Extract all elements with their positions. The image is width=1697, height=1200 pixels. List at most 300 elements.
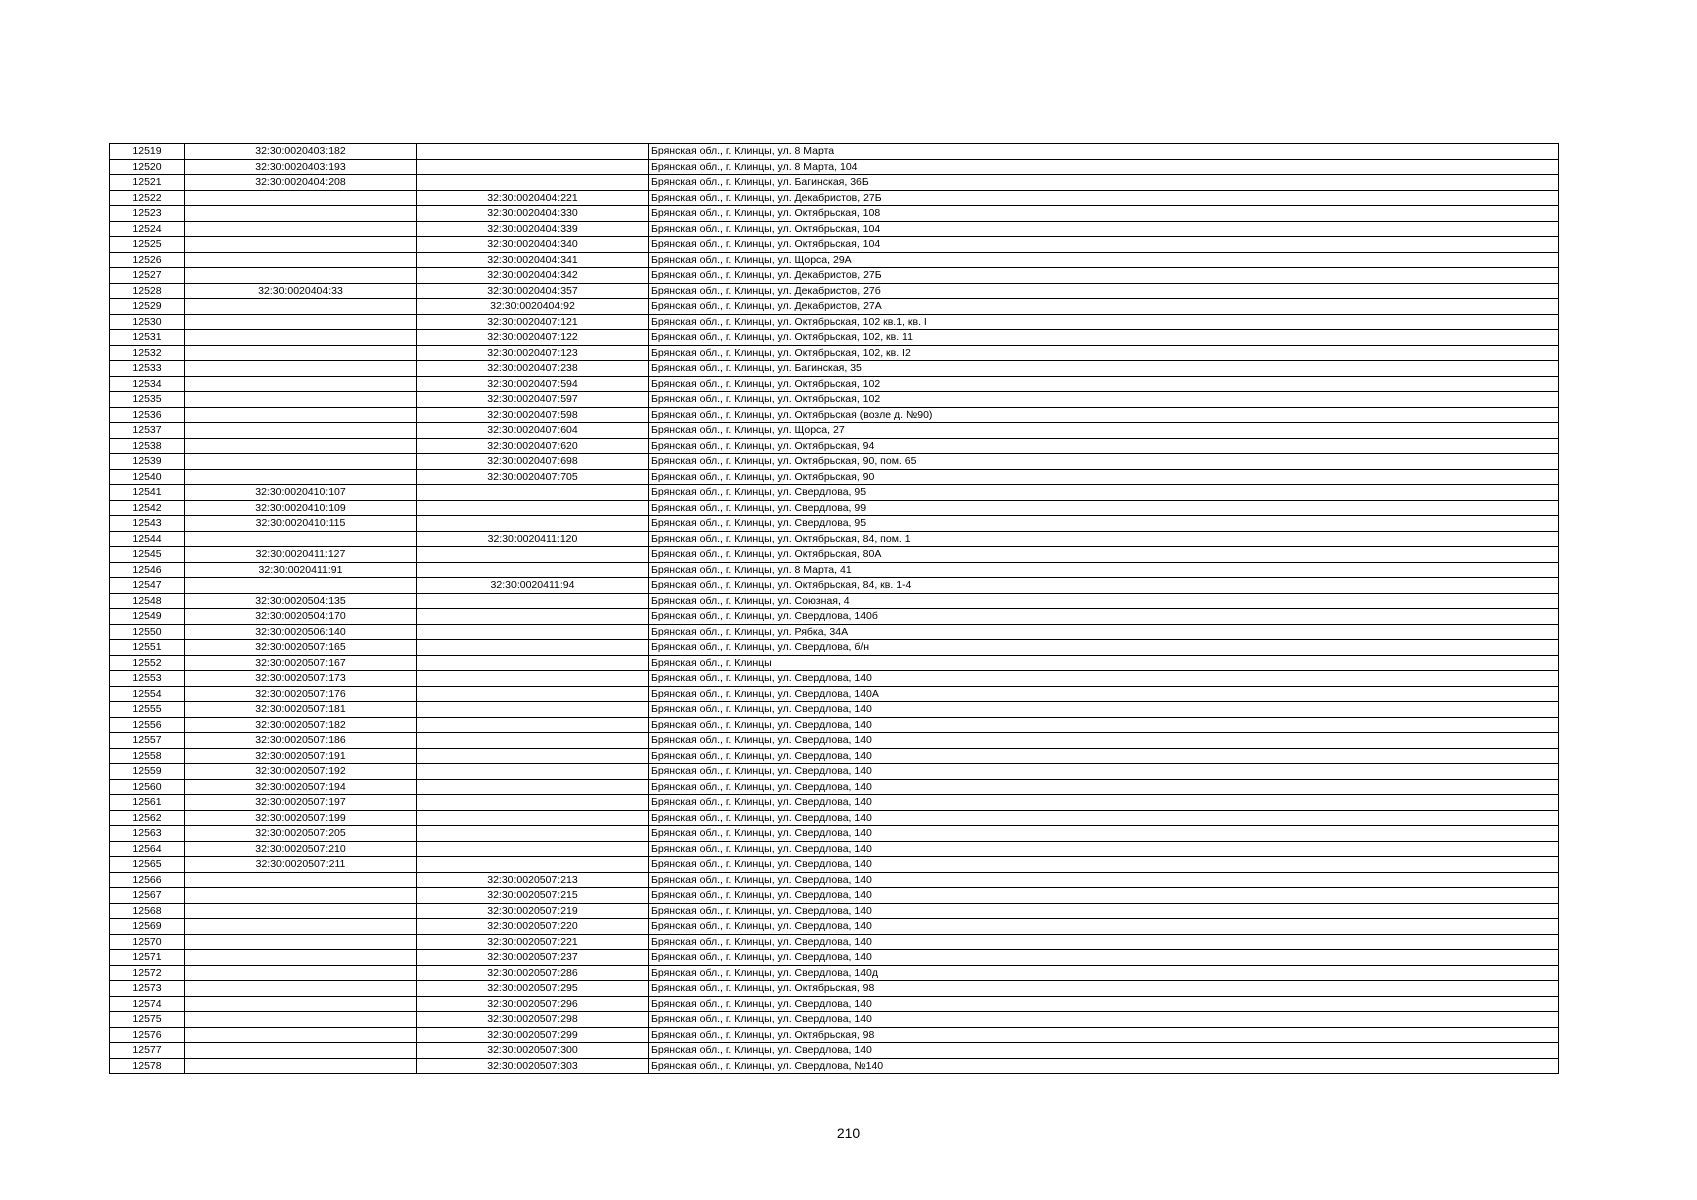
related-cadastral-number-cell: 32:30:0020404:92 — [417, 299, 649, 315]
table-row — [110, 361, 1559, 377]
row-number-cell: 12548 — [110, 593, 185, 609]
related-cadastral-number-cell — [417, 655, 649, 671]
table-row — [110, 547, 1559, 563]
related-cadastral-number-cell — [417, 609, 649, 625]
cadastral-number-cell — [185, 392, 417, 408]
row-number-cell: 12557 — [110, 733, 185, 749]
address-cell: Брянская обл., г. Клинцы, ул. Свердлова, 95 — [649, 485, 1559, 501]
table-row — [110, 888, 1559, 904]
related-cadastral-number-cell — [417, 779, 649, 795]
table-row — [110, 516, 1559, 532]
related-cadastral-number-cell: 32:30:0020407:123 — [417, 345, 649, 361]
table-row — [110, 857, 1559, 873]
cadastral-number-cell — [185, 423, 417, 439]
related-cadastral-number-cell: 32:30:0020507:295 — [417, 981, 649, 997]
cadastral-number-cell — [185, 531, 417, 547]
row-number-cell: 12551 — [110, 640, 185, 656]
row-number-cell: 12528 — [110, 283, 185, 299]
related-cadastral-number-cell: 32:30:0020407:705 — [417, 469, 649, 485]
table-row — [110, 717, 1559, 733]
cadastral-number-cell — [185, 314, 417, 330]
table-row — [110, 283, 1559, 299]
address-cell: Брянская обл., г. Клинцы, ул. Октябрьская, 84, пом. 1 — [649, 531, 1559, 547]
address-cell: Брянская обл., г. Клинцы, ул. Декабристов, 27Б — [649, 190, 1559, 206]
cadastral-number-cell: 32:30:0020504:170 — [185, 609, 417, 625]
address-cell: Брянская обл., г. Клинцы, ул. Щорса, 27 — [649, 423, 1559, 439]
address-cell: Брянская обл., г. Клинцы — [649, 655, 1559, 671]
table-row — [110, 206, 1559, 222]
address-cell: Брянская обл., г. Клинцы, ул. 8 Марта — [649, 144, 1559, 160]
address-cell: Брянская обл., г. Клинцы, ул. Свердлова, №140 — [649, 1058, 1559, 1074]
row-number-cell: 12575 — [110, 1012, 185, 1028]
row-number-cell: 12564 — [110, 841, 185, 857]
table-row — [110, 872, 1559, 888]
address-cell: Брянская обл., г. Клинцы, ул. Союзная, 4 — [649, 593, 1559, 609]
address-cell: Брянская обл., г. Клинцы, ул. Октябрьская, 98 — [649, 981, 1559, 997]
table-row — [110, 1043, 1559, 1059]
table-row — [110, 221, 1559, 237]
row-number-cell: 12559 — [110, 764, 185, 780]
address-cell: Брянская обл., г. Клинцы, ул. Свердлова, 140 — [649, 671, 1559, 687]
related-cadastral-number-cell: 32:30:0020404:221 — [417, 190, 649, 206]
table-row — [110, 252, 1559, 268]
table-row — [110, 996, 1559, 1012]
related-cadastral-number-cell — [417, 686, 649, 702]
row-number-cell: 12571 — [110, 950, 185, 966]
table-row — [110, 175, 1559, 191]
table-row — [110, 826, 1559, 842]
table-row — [110, 500, 1559, 516]
related-cadastral-number-cell — [417, 702, 649, 718]
table-row — [110, 299, 1559, 315]
cadastral-number-cell: 32:30:0020507:210 — [185, 841, 417, 857]
address-cell: Брянская обл., г. Клинцы, ул. Октябрьская, 98 — [649, 1027, 1559, 1043]
related-cadastral-number-cell — [417, 485, 649, 501]
address-cell: Брянская обл., г. Клинцы, ул. Багинская, 35 — [649, 361, 1559, 377]
related-cadastral-number-cell — [417, 144, 649, 160]
related-cadastral-number-cell: 32:30:0020407:594 — [417, 376, 649, 392]
related-cadastral-number-cell: 32:30:0020507:299 — [417, 1027, 649, 1043]
row-number-cell: 12533 — [110, 361, 185, 377]
related-cadastral-number-cell: 32:30:0020507:220 — [417, 919, 649, 935]
registry-table — [109, 143, 1559, 1074]
address-cell: Брянская обл., г. Клинцы, ул. Декабристов, 27Б — [649, 268, 1559, 284]
related-cadastral-number-cell — [417, 516, 649, 532]
table-row — [110, 934, 1559, 950]
address-cell: Брянская обл., г. Клинцы, ул. Свердлова, 99 — [649, 500, 1559, 516]
cadastral-number-cell — [185, 888, 417, 904]
address-cell: Брянская обл., г. Клинцы, ул. Свердлова, 140б — [649, 609, 1559, 625]
cadastral-number-cell: 32:30:0020507:181 — [185, 702, 417, 718]
table-row — [110, 237, 1559, 253]
table-row — [110, 671, 1559, 687]
table-row — [110, 655, 1559, 671]
related-cadastral-number-cell — [417, 500, 649, 516]
related-cadastral-number-cell — [417, 175, 649, 191]
related-cadastral-number-cell — [417, 733, 649, 749]
address-cell: Брянская обл., г. Клинцы, ул. Октябрьская, 90, пом. 65 — [649, 454, 1559, 470]
address-cell: Брянская обл., г. Клинцы, ул. Рябка, 34А — [649, 624, 1559, 640]
row-number-cell: 12522 — [110, 190, 185, 206]
related-cadastral-number-cell: 32:30:0020407:604 — [417, 423, 649, 439]
address-cell: Брянская обл., г. Клинцы, ул. Октябрьская, 94 — [649, 438, 1559, 454]
table-row — [110, 578, 1559, 594]
related-cadastral-number-cell: 32:30:0020507:286 — [417, 965, 649, 981]
cadastral-number-cell — [185, 376, 417, 392]
address-cell: Брянская обл., г. Клинцы, ул. Октябрьская, 102, кв. I2 — [649, 345, 1559, 361]
cadastral-number-cell: 32:30:0020410:115 — [185, 516, 417, 532]
related-cadastral-number-cell: 32:30:0020507:303 — [417, 1058, 649, 1074]
related-cadastral-number-cell: 32:30:0020407:698 — [417, 454, 649, 470]
row-number-cell: 12578 — [110, 1058, 185, 1074]
related-cadastral-number-cell — [417, 857, 649, 873]
address-cell: Брянская обл., г. Клинцы, ул. Октябрьская, 102 — [649, 376, 1559, 392]
cadastral-number-cell — [185, 996, 417, 1012]
address-cell: Брянская обл., г. Клинцы, ул. Октябрьская, 84, кв. 1-4 — [649, 578, 1559, 594]
address-cell: Брянская обл., г. Клинцы, ул. Октябрьская, 104 — [649, 221, 1559, 237]
related-cadastral-number-cell: 32:30:0020407:620 — [417, 438, 649, 454]
row-number-cell: 12543 — [110, 516, 185, 532]
table-row — [110, 981, 1559, 997]
row-number-cell: 12521 — [110, 175, 185, 191]
table-row — [110, 640, 1559, 656]
table-row — [110, 438, 1559, 454]
table-row — [110, 562, 1559, 578]
row-number-cell: 12550 — [110, 624, 185, 640]
table-row — [110, 190, 1559, 206]
table-row — [110, 702, 1559, 718]
cadastral-number-cell: 32:30:0020507:192 — [185, 764, 417, 780]
table-row — [110, 423, 1559, 439]
table-row — [110, 919, 1559, 935]
address-cell: Брянская обл., г. Клинцы, ул. Свердлова, 140 — [649, 1043, 1559, 1059]
table-row — [110, 392, 1559, 408]
row-number-cell: 12539 — [110, 454, 185, 470]
row-number-cell: 12577 — [110, 1043, 185, 1059]
row-number-cell: 12547 — [110, 578, 185, 594]
cadastral-number-cell — [185, 1043, 417, 1059]
related-cadastral-number-cell: 32:30:0020507:296 — [417, 996, 649, 1012]
row-number-cell: 12562 — [110, 810, 185, 826]
related-cadastral-number-cell — [417, 159, 649, 175]
cadastral-number-cell — [185, 919, 417, 935]
row-number-cell: 12545 — [110, 547, 185, 563]
cadastral-number-cell: 32:30:0020410:109 — [185, 500, 417, 516]
cadastral-number-cell — [185, 903, 417, 919]
cadastral-number-cell — [185, 206, 417, 222]
row-number-cell: 12566 — [110, 872, 185, 888]
cadastral-number-cell: 32:30:0020507:182 — [185, 717, 417, 733]
table-row — [110, 159, 1559, 175]
related-cadastral-number-cell — [417, 748, 649, 764]
cadastral-number-cell — [185, 237, 417, 253]
address-cell: Брянская обл., г. Клинцы, ул. Свердлова, 140 — [649, 872, 1559, 888]
table-row — [110, 764, 1559, 780]
related-cadastral-number-cell: 32:30:0020404:341 — [417, 252, 649, 268]
address-cell: Брянская обл., г. Клинцы, ул. Октябрьская, 108 — [649, 206, 1559, 222]
cadastral-number-cell: 32:30:0020504:135 — [185, 593, 417, 609]
row-number-cell: 12554 — [110, 686, 185, 702]
row-number-cell: 12527 — [110, 268, 185, 284]
related-cadastral-number-cell — [417, 841, 649, 857]
row-number-cell: 12526 — [110, 252, 185, 268]
cadastral-number-cell: 32:30:0020507:165 — [185, 640, 417, 656]
related-cadastral-number-cell: 32:30:0020404:339 — [417, 221, 649, 237]
row-number-cell: 12568 — [110, 903, 185, 919]
table-row — [110, 1027, 1559, 1043]
address-cell: Брянская обл., г. Клинцы, ул. Свердлова, 140 — [649, 764, 1559, 780]
table-row — [110, 268, 1559, 284]
related-cadastral-number-cell: 32:30:0020407:598 — [417, 407, 649, 423]
table-row — [110, 748, 1559, 764]
row-number-cell: 12529 — [110, 299, 185, 315]
cadastral-number-cell — [185, 438, 417, 454]
cadastral-number-cell: 32:30:0020507:211 — [185, 857, 417, 873]
cadastral-number-cell: 32:30:0020507:205 — [185, 826, 417, 842]
table-row — [110, 795, 1559, 811]
related-cadastral-number-cell: 32:30:0020407:122 — [417, 330, 649, 346]
address-cell: Брянская обл., г. Клинцы, ул. Свердлова, 140 — [649, 810, 1559, 826]
row-number-cell: 12553 — [110, 671, 185, 687]
cadastral-number-cell: 32:30:0020507:199 — [185, 810, 417, 826]
table-row — [110, 485, 1559, 501]
table-row — [110, 1012, 1559, 1028]
table-row — [110, 330, 1559, 346]
related-cadastral-number-cell: 32:30:0020404:340 — [417, 237, 649, 253]
related-cadastral-number-cell: 32:30:0020404:342 — [417, 268, 649, 284]
cadastral-number-cell: 32:30:0020404:33 — [185, 283, 417, 299]
row-number-cell: 12574 — [110, 996, 185, 1012]
row-number-cell: 12576 — [110, 1027, 185, 1043]
table-row — [110, 345, 1559, 361]
cadastral-number-cell — [185, 345, 417, 361]
cadastral-number-cell — [185, 268, 417, 284]
related-cadastral-number-cell: 32:30:0020404:357 — [417, 283, 649, 299]
related-cadastral-number-cell: 32:30:0020407:121 — [417, 314, 649, 330]
table-row — [110, 609, 1559, 625]
cadastral-number-cell: 32:30:0020403:182 — [185, 144, 417, 160]
cadastral-number-cell — [185, 965, 417, 981]
related-cadastral-number-cell — [417, 826, 649, 842]
cadastral-number-cell: 32:30:0020411:127 — [185, 547, 417, 563]
address-cell: Брянская обл., г. Клинцы, ул. Свердлова, 140 — [649, 841, 1559, 857]
table-row — [110, 454, 1559, 470]
row-number-cell: 12552 — [110, 655, 185, 671]
row-number-cell: 12532 — [110, 345, 185, 361]
cadastral-number-cell — [185, 454, 417, 470]
row-number-cell: 12535 — [110, 392, 185, 408]
row-number-cell: 12519 — [110, 144, 185, 160]
address-cell: Брянская обл., г. Клинцы, ул. Свердлова, 140 — [649, 934, 1559, 950]
table-row — [110, 531, 1559, 547]
address-cell: Брянская обл., г. Клинцы, ул. Декабристов, 27А — [649, 299, 1559, 315]
row-number-cell: 12538 — [110, 438, 185, 454]
related-cadastral-number-cell: 32:30:0020507:215 — [417, 888, 649, 904]
row-number-cell: 12560 — [110, 779, 185, 795]
address-cell: Брянская обл., г. Клинцы, ул. 8 Марта, 41 — [649, 562, 1559, 578]
related-cadastral-number-cell: 32:30:0020507:298 — [417, 1012, 649, 1028]
cadastral-number-cell — [185, 407, 417, 423]
address-cell: Брянская обл., г. Клинцы, ул. Свердлова, 140 — [649, 748, 1559, 764]
table-row — [110, 686, 1559, 702]
address-cell: Брянская обл., г. Клинцы, ул. Октябрьская, 104 — [649, 237, 1559, 253]
cadastral-number-cell: 32:30:0020507:191 — [185, 748, 417, 764]
cadastral-number-cell — [185, 1012, 417, 1028]
row-number-cell: 12540 — [110, 469, 185, 485]
address-cell: Брянская обл., г. Клинцы, ул. Свердлова, 140 — [649, 919, 1559, 935]
related-cadastral-number-cell — [417, 640, 649, 656]
cadastral-number-cell: 32:30:0020411:91 — [185, 562, 417, 578]
related-cadastral-number-cell: 32:30:0020507:213 — [417, 872, 649, 888]
row-number-cell: 12558 — [110, 748, 185, 764]
table-row — [110, 593, 1559, 609]
cadastral-number-cell — [185, 1027, 417, 1043]
cadastral-number-cell — [185, 872, 417, 888]
related-cadastral-number-cell: 32:30:0020407:238 — [417, 361, 649, 377]
related-cadastral-number-cell: 32:30:0020507:300 — [417, 1043, 649, 1059]
table-row — [110, 903, 1559, 919]
address-cell: Брянская обл., г. Клинцы, ул. Свердлова, 140 — [649, 1012, 1559, 1028]
row-number-cell: 12555 — [110, 702, 185, 718]
cadastral-number-cell — [185, 934, 417, 950]
related-cadastral-number-cell: 32:30:0020507:221 — [417, 934, 649, 950]
cadastral-number-cell — [185, 330, 417, 346]
table-row — [110, 779, 1559, 795]
row-number-cell: 12570 — [110, 934, 185, 950]
address-cell: Брянская обл., г. Клинцы, ул. Свердлова, 140 — [649, 779, 1559, 795]
cadastral-number-cell: 32:30:0020506:140 — [185, 624, 417, 640]
cadastral-number-cell — [185, 221, 417, 237]
related-cadastral-number-cell — [417, 717, 649, 733]
row-number-cell: 12546 — [110, 562, 185, 578]
row-number-cell: 12537 — [110, 423, 185, 439]
address-cell: Брянская обл., г. Клинцы, ул. Свердлова, 140А — [649, 686, 1559, 702]
related-cadastral-number-cell: 32:30:0020404:330 — [417, 206, 649, 222]
related-cadastral-number-cell — [417, 624, 649, 640]
address-cell: Брянская обл., г. Клинцы, ул. Свердлова, 140д — [649, 965, 1559, 981]
table-row — [110, 810, 1559, 826]
address-cell: Брянская обл., г. Клинцы, ул. Свердлова, 140 — [649, 717, 1559, 733]
registry-table-body — [110, 144, 1559, 1074]
cadastral-number-cell: 32:30:0020507:197 — [185, 795, 417, 811]
table-row — [110, 841, 1559, 857]
address-cell: Брянская обл., г. Клинцы, ул. Свердлова, 140 — [649, 795, 1559, 811]
cadastral-number-cell: 32:30:0020507:167 — [185, 655, 417, 671]
cadastral-number-cell: 32:30:0020507:186 — [185, 733, 417, 749]
related-cadastral-number-cell — [417, 671, 649, 687]
cadastral-number-cell: 32:30:0020507:176 — [185, 686, 417, 702]
row-number-cell: 12561 — [110, 795, 185, 811]
row-number-cell: 12542 — [110, 500, 185, 516]
table-row — [110, 1058, 1559, 1074]
address-cell: Брянская обл., г. Клинцы, ул. Октябрьская, 102 — [649, 392, 1559, 408]
cadastral-number-cell: 32:30:0020404:208 — [185, 175, 417, 191]
address-cell: Брянская обл., г. Клинцы, ул. Свердлова, 140 — [649, 733, 1559, 749]
row-number-cell: 12536 — [110, 407, 185, 423]
cadastral-number-cell — [185, 578, 417, 594]
row-number-cell: 12530 — [110, 314, 185, 330]
table-row — [110, 314, 1559, 330]
related-cadastral-number-cell — [417, 795, 649, 811]
table-row — [110, 950, 1559, 966]
cadastral-number-cell: 32:30:0020410:107 — [185, 485, 417, 501]
row-number-cell: 12549 — [110, 609, 185, 625]
row-number-cell: 12565 — [110, 857, 185, 873]
related-cadastral-number-cell: 32:30:0020407:597 — [417, 392, 649, 408]
address-cell: Брянская обл., г. Клинцы, ул. Свердлова, 140 — [649, 903, 1559, 919]
row-number-cell: 12569 — [110, 919, 185, 935]
row-number-cell: 12567 — [110, 888, 185, 904]
cadastral-number-cell — [185, 950, 417, 966]
row-number-cell: 12525 — [110, 237, 185, 253]
row-number-cell: 12572 — [110, 965, 185, 981]
address-cell: Брянская обл., г. Клинцы, ул. Октябрьская, 102 кв.1, кв. I — [649, 314, 1559, 330]
cadastral-number-cell — [185, 1058, 417, 1074]
table-row — [110, 407, 1559, 423]
row-number-cell: 12556 — [110, 717, 185, 733]
address-cell: Брянская обл., г. Клинцы, ул. Свердлова, 140 — [649, 702, 1559, 718]
cadastral-number-cell: 32:30:0020403:193 — [185, 159, 417, 175]
row-number-cell: 12531 — [110, 330, 185, 346]
address-cell: Брянская обл., г. Клинцы, ул. Октябрьская (возле д. №90) — [649, 407, 1559, 423]
address-cell: Брянская обл., г. Клинцы, ул. Щорса, 29А — [649, 252, 1559, 268]
cadastral-number-cell — [185, 299, 417, 315]
address-cell: Брянская обл., г. Клинцы, ул. Свердлова, 140 — [649, 857, 1559, 873]
row-number-cell: 12524 — [110, 221, 185, 237]
address-cell: Брянская обл., г. Клинцы, ул. Октябрьская, 102, кв. 11 — [649, 330, 1559, 346]
table-row — [110, 376, 1559, 392]
row-number-cell: 12541 — [110, 485, 185, 501]
cadastral-number-cell — [185, 469, 417, 485]
related-cadastral-number-cell — [417, 562, 649, 578]
address-cell: Брянская обл., г. Клинцы, ул. Свердлова, 140 — [649, 826, 1559, 842]
related-cadastral-number-cell — [417, 593, 649, 609]
page-number: 210 — [836, 1125, 861, 1141]
cadastral-number-cell: 32:30:0020507:173 — [185, 671, 417, 687]
address-cell: Брянская обл., г. Клинцы, ул. Декабристов, 27б — [649, 283, 1559, 299]
row-number-cell: 12544 — [110, 531, 185, 547]
row-number-cell: 12523 — [110, 206, 185, 222]
row-number-cell: 12520 — [110, 159, 185, 175]
row-number-cell: 12563 — [110, 826, 185, 842]
cadastral-number-cell — [185, 361, 417, 377]
address-cell: Брянская обл., г. Клинцы, ул. Октябрьская, 80А — [649, 547, 1559, 563]
cadastral-number-cell — [185, 981, 417, 997]
address-cell: Брянская обл., г. Клинцы, ул. Свердлова, б/н — [649, 640, 1559, 656]
address-cell: Брянская обл., г. Клинцы, ул. Свердлова, 95 — [649, 516, 1559, 532]
related-cadastral-number-cell — [417, 810, 649, 826]
row-number-cell: 12534 — [110, 376, 185, 392]
table-row — [110, 965, 1559, 981]
related-cadastral-number-cell: 32:30:0020507:219 — [417, 903, 649, 919]
related-cadastral-number-cell — [417, 547, 649, 563]
row-number-cell: 12573 — [110, 981, 185, 997]
address-cell: Брянская обл., г. Клинцы, ул. Свердлова, 140 — [649, 888, 1559, 904]
cadastral-number-cell: 32:30:0020507:194 — [185, 779, 417, 795]
address-cell: Брянская обл., г. Клинцы, ул. Свердлова, 140 — [649, 950, 1559, 966]
address-cell: Брянская обл., г. Клинцы, ул. 8 Марта, 104 — [649, 159, 1559, 175]
cadastral-number-cell — [185, 190, 417, 206]
table-row — [110, 733, 1559, 749]
cadastral-number-cell — [185, 252, 417, 268]
table-row — [110, 469, 1559, 485]
address-cell: Брянская обл., г. Клинцы, ул. Свердлова, 140 — [649, 996, 1559, 1012]
address-cell: Брянская обл., г. Клинцы, ул. Октябрьская, 90 — [649, 469, 1559, 485]
table-row — [110, 624, 1559, 640]
related-cadastral-number-cell — [417, 764, 649, 780]
related-cadastral-number-cell: 32:30:0020507:237 — [417, 950, 649, 966]
table-row — [110, 144, 1559, 160]
